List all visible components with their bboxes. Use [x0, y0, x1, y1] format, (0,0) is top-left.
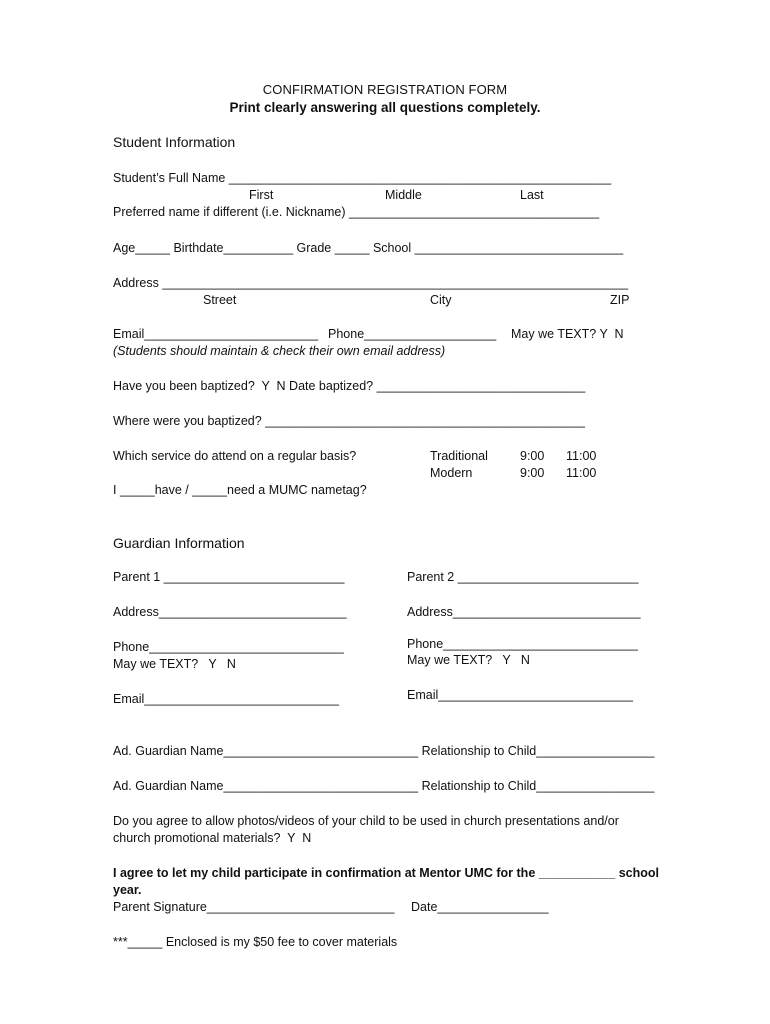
photo-consent-text: Do you agree to allow photos/videos of your child to be used in church presentations and/or: [113, 814, 619, 828]
nametag-field[interactable]: I _____have / _____need a MUMC nametag?: [113, 483, 367, 497]
signature-date-field[interactable]: Date________________: [411, 900, 549, 914]
ad-guardian1-field[interactable]: Ad. Guardian Name____________________________ Relationship to Child_________________: [113, 744, 655, 758]
modern-1100-option[interactable]: 11:00: [566, 466, 597, 480]
student-address-field[interactable]: Address ___________________________________________________________________: [113, 276, 629, 290]
student-phone-field[interactable]: Phone___________________: [328, 327, 497, 341]
name-last-label: Last: [520, 188, 544, 202]
address-street-label: Street: [203, 293, 237, 307]
email-note: (Students should maintain & check their own email address): [113, 344, 446, 358]
parent2-phone-field[interactable]: Phone____________________________: [407, 637, 638, 651]
traditional-900-option[interactable]: 9:00: [520, 449, 545, 463]
baptized-field[interactable]: Have you been baptized? Y N Date baptized? ______________________________: [113, 379, 586, 393]
parent1-email-field[interactable]: Email____________________________: [113, 692, 339, 706]
student-email-field[interactable]: Email_________________________: [113, 327, 319, 341]
participation-agreement-year: year.: [113, 883, 142, 897]
where-baptized-field[interactable]: Where were you baptized? ______________________________________________: [113, 414, 585, 428]
participation-agreement-field[interactable]: I agree to let my child participate in confirmation at Mentor UMC for the ___________ school: [113, 866, 659, 880]
name-middle-label: Middle: [385, 188, 422, 202]
service-traditional-option[interactable]: Traditional: [430, 449, 488, 463]
student-full-name-field[interactable]: Student’s Full Name _______________________________________________________: [113, 171, 612, 185]
parent-signature-field[interactable]: Parent Signature___________________________: [113, 900, 395, 914]
parent1-name-field[interactable]: Parent 1 __________________________: [113, 570, 345, 584]
guardian-section-heading: Guardian Information: [113, 535, 245, 551]
preferred-name-field[interactable]: Preferred name if different (i.e. Nickname) ____________________________________: [113, 205, 600, 219]
photo-consent-option[interactable]: church promotional materials? Y N: [113, 831, 312, 845]
parent2-address-field[interactable]: Address___________________________: [407, 605, 641, 619]
form-title: CONFIRMATION REGISTRATION FORM: [262, 82, 508, 97]
ad-guardian2-field[interactable]: Ad. Guardian Name____________________________ Relationship to Child_________________: [113, 779, 655, 793]
modern-900-option[interactable]: 9:00: [520, 466, 545, 480]
parent2-may-text-option[interactable]: May we TEXT? Y N: [407, 653, 530, 667]
form-subtitle: Print clearly answering all questions completely.: [229, 100, 541, 115]
service-question: Which service do attend on a regular basis?: [113, 449, 357, 463]
parent2-name-field[interactable]: Parent 2 __________________________: [407, 570, 639, 584]
age-birthdate-grade-school-field[interactable]: Age_____ Birthdate__________ Grade _____ School ______________________________: [113, 241, 624, 255]
parent1-phone-field[interactable]: Phone____________________________: [113, 640, 344, 654]
address-city-label: City: [430, 293, 452, 307]
student-may-text-option[interactable]: May we TEXT? Y N: [511, 327, 624, 341]
fee-enclosed-field[interactable]: ***_____ Enclosed is my $50 fee to cover materials: [113, 935, 398, 949]
parent1-may-text-option[interactable]: May we TEXT? Y N: [113, 657, 236, 671]
address-zip-label: ZIP: [610, 293, 630, 307]
parent1-address-field[interactable]: Address___________________________: [113, 605, 347, 619]
traditional-1100-option[interactable]: 11:00: [566, 449, 597, 463]
name-first-label: First: [249, 188, 274, 202]
student-section-heading: Student Information: [113, 134, 236, 150]
parent2-email-field[interactable]: Email____________________________: [407, 688, 633, 702]
service-modern-option[interactable]: Modern: [430, 466, 473, 480]
